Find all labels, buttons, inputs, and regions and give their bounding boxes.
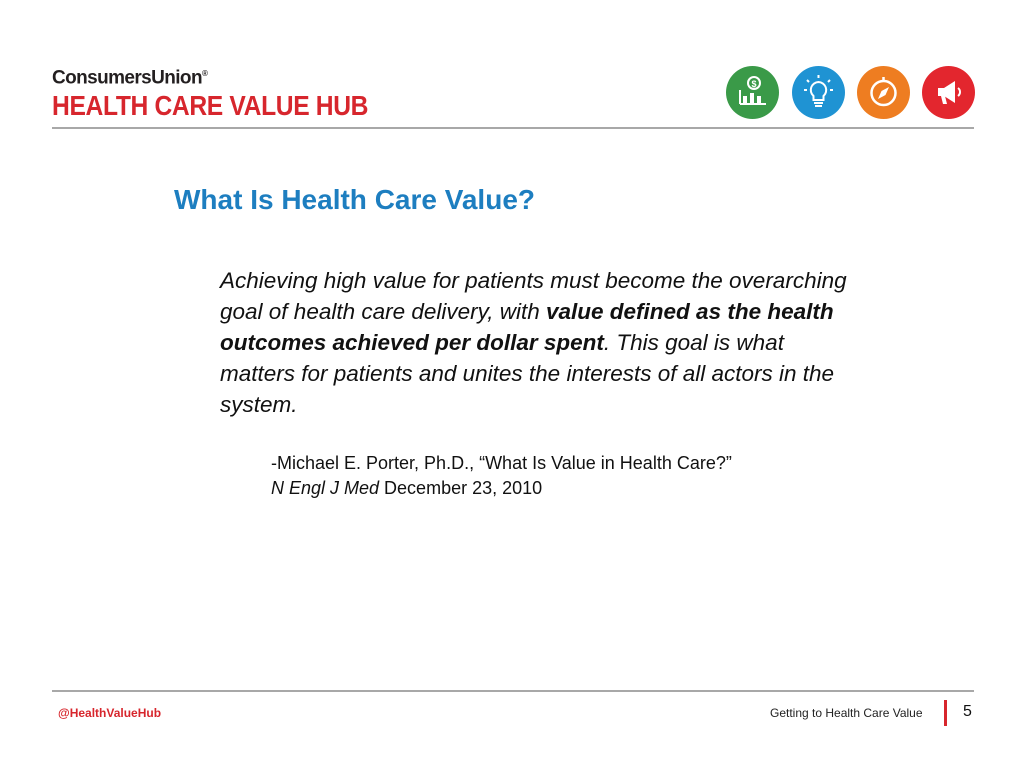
footer-deck-title: Getting to Health Care Value (770, 706, 923, 720)
porter-quote (220, 265, 860, 420)
lightbulb-icon (792, 66, 845, 119)
consumers-union-logo (52, 64, 411, 122)
quote-citation (271, 451, 871, 501)
header-icon-group (726, 66, 976, 120)
page-number: 5 (963, 703, 972, 720)
slide-title: What Is Health Care Value? (174, 184, 535, 215)
citation-date: December 23, 2010 (379, 478, 543, 498)
svg-text:$: $ (751, 79, 757, 89)
quote-text-part1: Achieving high value for patients must become the overarching goal of health care delivery, with (220, 268, 847, 324)
footer-divider (52, 690, 974, 692)
quote-bold-definition: value defined as the health outcomes achieved per dollar spent (220, 299, 834, 355)
dollar-chart-icon (726, 66, 779, 119)
citation-journal: N Engl J Med (271, 478, 380, 498)
megaphone-icon (922, 66, 975, 119)
citation-author-line: -Michael E. Porter, Ph.D., “What Is Value in Health Care?” (271, 453, 732, 473)
compass-icon (857, 66, 910, 119)
header-divider (52, 127, 974, 129)
logo-consumers-union-text: ConsumersUnion® (52, 67, 208, 89)
footer-separator (944, 700, 947, 726)
logo-health-care-value-hub-text: HEALTH CARE VALUE HUB (52, 90, 369, 122)
twitter-handle: @HealthValueHub (58, 706, 162, 720)
citation-source-line (271, 476, 871, 501)
quote-text-part2: . This goal is what matters for patients and unites the interests of all actors in the system. (220, 330, 835, 417)
